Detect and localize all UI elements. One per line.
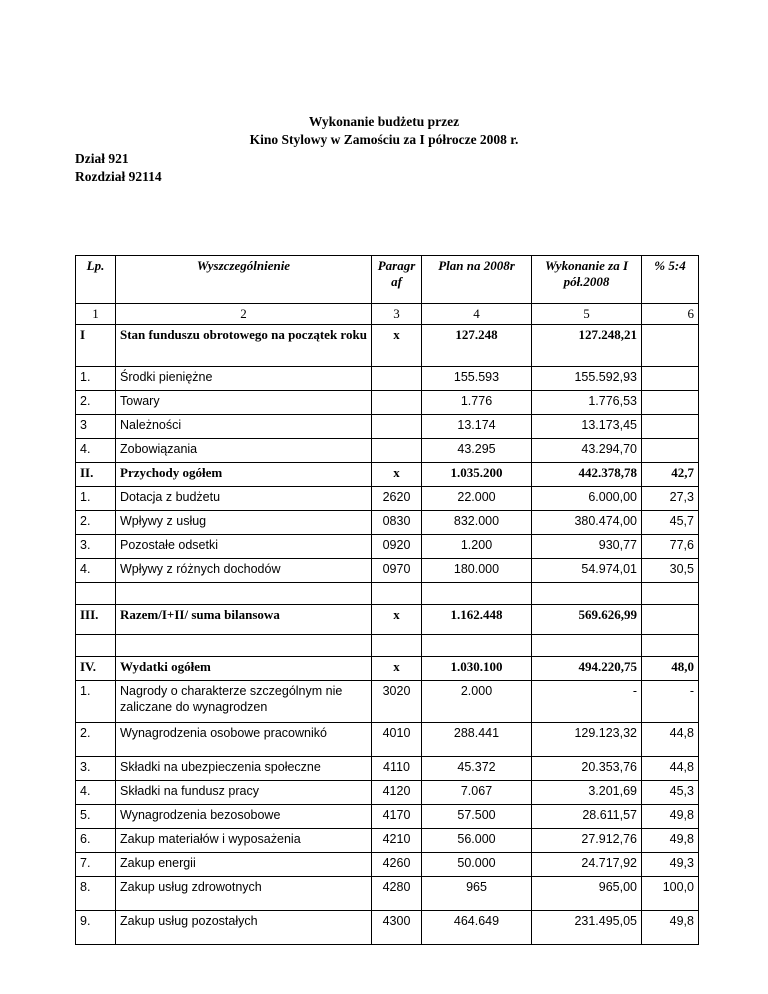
cell-percent: 49,3 [642,853,699,877]
cell-plan: 965 [422,877,532,911]
cell-name: Pozostałe odsetki [116,535,372,559]
document-title-line2: Kino Stylowy w Zamościu za I półrocze 2008 r. [249,132,519,147]
cell-lp: 3. [76,757,116,781]
col-number: 6 [642,304,699,325]
cell-wykonanie: - [532,681,642,723]
cell-percent: - [642,681,699,723]
spacer-row [76,583,699,605]
column-number-row [76,304,699,325]
cell-wykonanie: 13.173,45 [532,415,642,439]
table-row [76,723,699,757]
cell-name: Wydatki ogółem [116,657,372,681]
cell-lp: 8. [76,877,116,911]
cell-plan: 50.000 [422,853,532,877]
col-number: 5 [532,304,642,325]
cell-paragraf: 4110 [372,757,422,781]
cell-wykonanie: 569.626,99 [532,605,642,635]
table-row [76,757,699,781]
cell-name: Przychody ogółem [116,463,372,487]
cell-paragraf [372,439,422,463]
empty-cell [372,635,422,657]
cell-plan: 7.067 [422,781,532,805]
cell-plan: 22.000 [422,487,532,511]
cell-wykonanie: 231.495,05 [532,911,642,945]
cell-percent [642,415,699,439]
cell-percent: 48,0 [642,657,699,681]
cell-lp: IV. [76,657,116,681]
cell-name: Wpływy z usług [116,511,372,535]
cell-plan: 155.593 [422,367,532,391]
cell-plan: 45.372 [422,757,532,781]
cell-percent: 45,3 [642,781,699,805]
cell-plan: 2.000 [422,681,532,723]
cell-percent: 49,8 [642,829,699,853]
cell-wykonanie: 27.912,76 [532,829,642,853]
cell-percent: 77,6 [642,535,699,559]
cell-name: Nagrody o charakterze szczególnym nie zaliczane do wynagrodzen [116,681,372,723]
cell-paragraf [372,391,422,415]
cell-lp: 1. [76,487,116,511]
empty-cell [642,583,699,605]
cell-wykonanie: 54.974,01 [532,559,642,583]
cell-wykonanie: 127.248,21 [532,325,642,367]
table-row [76,853,699,877]
cell-paragraf: 3020 [372,681,422,723]
cell-name: Zobowiązania [116,439,372,463]
cell-name: Wpływy z różnych dochodów [116,559,372,583]
cell-lp: III. [76,605,116,635]
cell-paragraf: 4120 [372,781,422,805]
col-number: 1 [76,304,116,325]
cell-name: Składki na fundusz pracy [116,781,372,805]
cell-lp: 1. [76,681,116,723]
cell-paragraf: 4300 [372,911,422,945]
table-row [76,829,699,853]
cell-name: Środki pieniężne [116,367,372,391]
cell-percent [642,325,699,367]
cell-plan: 464.649 [422,911,532,945]
empty-cell [532,635,642,657]
cell-percent: 27,3 [642,487,699,511]
cell-plan: 127.248 [422,325,532,367]
cell-paragraf: x [372,325,422,367]
table-row [76,657,699,681]
cell-plan: 288.441 [422,723,532,757]
cell-lp: 4. [76,439,116,463]
col-number: 2 [116,304,372,325]
cell-paragraf: 4170 [372,805,422,829]
cell-name: Towary [116,391,372,415]
dzial-label: Dział 921 [75,151,129,166]
table-row [76,605,699,635]
cell-lp: II. [76,463,116,487]
cell-percent: 44,8 [642,757,699,781]
rozdzial-label: Rozdział 92114 [75,169,162,184]
table-row [76,911,699,945]
cell-lp: 5. [76,805,116,829]
cell-plan: 1.776 [422,391,532,415]
cell-wykonanie: 3.201,69 [532,781,642,805]
empty-cell [422,583,532,605]
cell-lp: 4. [76,559,116,583]
cell-paragraf [372,415,422,439]
header-paragraf: Paragr af [372,256,422,304]
cell-lp: 9. [76,911,116,945]
cell-name: Wynagrodzenia osobowe pracownikó [116,723,372,757]
cell-paragraf: 4260 [372,853,422,877]
cell-plan: 832.000 [422,511,532,535]
cell-name: Należności [116,415,372,439]
cell-name: Razem/I+II/ suma bilansowa [116,605,372,635]
cell-plan: 1.162.448 [422,605,532,635]
cell-percent: 42,7 [642,463,699,487]
cell-wykonanie: 24.717,92 [532,853,642,877]
cell-lp: I [76,325,116,367]
cell-name: Zakup energii [116,853,372,877]
cell-plan: 43.295 [422,439,532,463]
cell-percent [642,605,699,635]
cell-name: Wynagrodzenia bezosobowe [116,805,372,829]
cell-wykonanie: 6.000,00 [532,487,642,511]
header-lp: Lp. [76,256,116,304]
cell-paragraf: 2620 [372,487,422,511]
table-row [76,511,699,535]
cell-name: Stan funduszu obrotowego na początek roku [116,325,372,367]
cell-name: Zakup usług pozostałych [116,911,372,945]
cell-lp: 6. [76,829,116,853]
cell-name: Dotacja z budżetu [116,487,372,511]
cell-percent [642,367,699,391]
col-number: 3 [372,304,422,325]
table-row [76,535,699,559]
cell-lp: 1. [76,367,116,391]
cell-plan: 56.000 [422,829,532,853]
cell-lp: 2. [76,511,116,535]
cell-lp: 2. [76,723,116,757]
cell-paragraf: 0830 [372,511,422,535]
cell-plan: 1.030.100 [422,657,532,681]
cell-percent: 100,0 [642,877,699,911]
cell-wykonanie: 380.474,00 [532,511,642,535]
empty-cell [532,583,642,605]
cell-percent [642,439,699,463]
empty-cell [116,635,372,657]
cell-name: Zakup usług zdrowotnych [116,877,372,911]
cell-lp: 4. [76,781,116,805]
table-row [76,415,699,439]
spacer-row [76,635,699,657]
cell-wykonanie: 1.776,53 [532,391,642,415]
cell-lp: 3. [76,535,116,559]
cell-lp: 3 [76,415,116,439]
cell-percent [642,391,699,415]
cell-paragraf: 4210 [372,829,422,853]
cell-percent: 44,8 [642,723,699,757]
header-plan: Plan na 2008r [422,256,532,304]
header-wyszczegolnienie: Wyszczególnienie [116,256,372,304]
cell-plan: 180.000 [422,559,532,583]
cell-paragraf: x [372,657,422,681]
cell-plan: 13.174 [422,415,532,439]
cell-paragraf: x [372,605,422,635]
document-title-line1: Wykonanie budżetu przez [308,114,460,129]
cell-percent: 30,5 [642,559,699,583]
table-row [76,367,699,391]
table-row [76,439,699,463]
cell-paragraf: 4280 [372,877,422,911]
table-header-row [76,256,699,304]
empty-cell [422,635,532,657]
empty-cell [76,583,116,605]
cell-lp: 2. [76,391,116,415]
table-row [76,463,699,487]
cell-percent: 49,8 [642,911,699,945]
table-row [76,781,699,805]
cell-wykonanie: 43.294,70 [532,439,642,463]
table-row [76,877,699,911]
cell-paragraf: x [372,463,422,487]
col-number: 4 [422,304,532,325]
cell-paragraf: 0970 [372,559,422,583]
table-row [76,681,699,723]
empty-cell [642,635,699,657]
cell-wykonanie: 20.353,76 [532,757,642,781]
cell-paragraf: 0920 [372,535,422,559]
cell-lp: 7. [76,853,116,877]
cell-plan: 1.200 [422,535,532,559]
empty-cell [76,635,116,657]
empty-cell [372,583,422,605]
cell-wykonanie: 930,77 [532,535,642,559]
cell-wykonanie: 155.592,93 [532,367,642,391]
cell-plan: 57.500 [422,805,532,829]
table-body [76,325,699,945]
cell-name: Zakup materiałów i wyposażenia [116,829,372,853]
header-wykonanie: Wykonanie za I pół.2008 [532,256,642,304]
cell-percent: 49,8 [642,805,699,829]
table-row [76,325,699,367]
cell-percent: 45,7 [642,511,699,535]
cell-name: Składki na ubezpieczenia społeczne [116,757,372,781]
cell-wykonanie: 965,00 [532,877,642,911]
table-row [76,559,699,583]
cell-wykonanie: 494.220,75 [532,657,642,681]
table-row [76,487,699,511]
empty-cell [116,583,372,605]
table-row [76,391,699,415]
cell-paragraf: 4010 [372,723,422,757]
cell-wykonanie: 28.611,57 [532,805,642,829]
cell-wykonanie: 442.378,78 [532,463,642,487]
cell-paragraf [372,367,422,391]
cell-wykonanie: 129.123,32 [532,723,642,757]
budget-table [75,255,699,945]
table-row [76,805,699,829]
cell-plan: 1.035.200 [422,463,532,487]
header-percent: % 5:4 [642,256,699,304]
